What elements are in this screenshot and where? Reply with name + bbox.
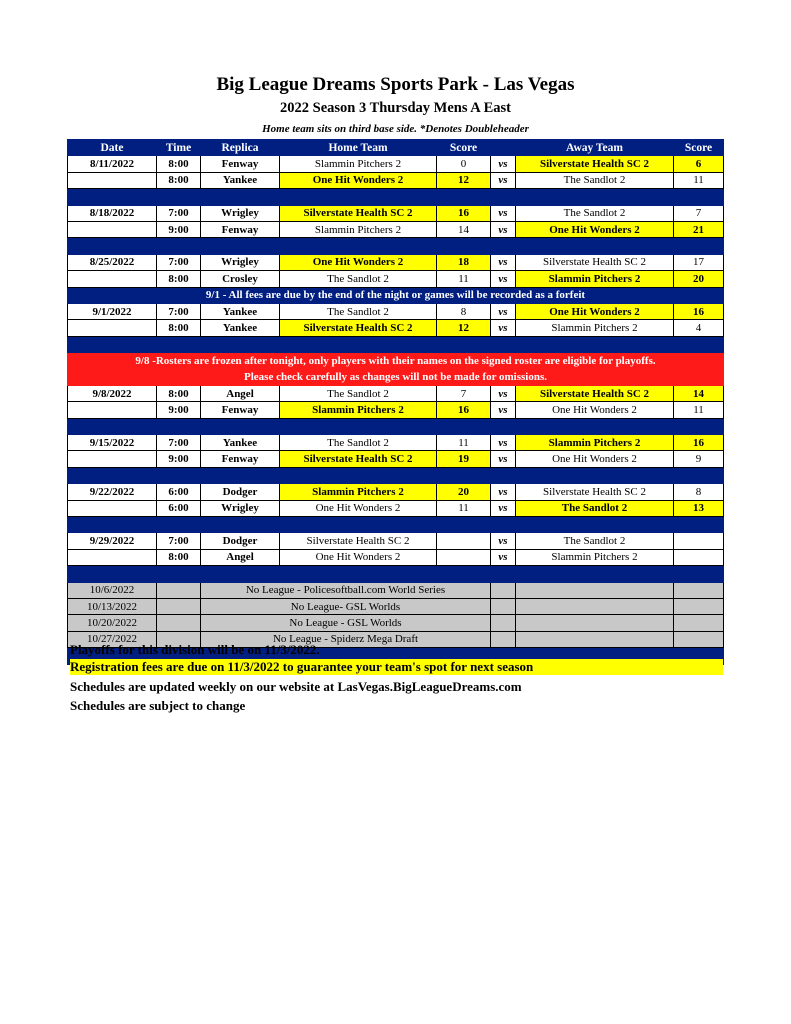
spacer-cell [280, 467, 437, 483]
game-replica-field: Fenway [201, 451, 280, 467]
no-league-date: 10/6/2022 [68, 582, 157, 598]
spacer-cell [157, 467, 201, 483]
away-score: 21 [674, 221, 724, 237]
game-date [68, 500, 157, 516]
spacer-cell [516, 238, 674, 254]
spacer-cell [491, 336, 516, 352]
home-score: 16 [437, 205, 491, 221]
no-league-row [68, 582, 724, 598]
spacer-cell [157, 566, 201, 582]
game-replica-field: Fenway [201, 156, 280, 172]
vs-label: vs [491, 435, 516, 451]
vs-label: vs [491, 533, 516, 549]
game-row [68, 549, 724, 565]
spacer-cell [437, 189, 491, 205]
away-score: 9 [674, 451, 724, 467]
spacer-row [68, 566, 724, 582]
empty-cell [674, 631, 724, 647]
spacer-cell [157, 336, 201, 352]
game-row [68, 402, 724, 418]
spacer-cell [68, 336, 157, 352]
game-row [68, 303, 724, 319]
away-score: 7 [674, 205, 724, 221]
game-replica-field: Yankee [201, 320, 280, 336]
home-score: 7 [437, 385, 491, 401]
column-header-home-team: Home Team [280, 140, 437, 156]
home-team: Silverstate Health SC 2 [280, 451, 437, 467]
spacer-cell [437, 516, 491, 532]
spacer-cell [674, 566, 724, 582]
no-league-date: 10/20/2022 [68, 615, 157, 631]
roster-alert-text: 9/8 -Rosters are frozen after tonight, only players with their names on the signed roster are eligible for playoffs. [68, 353, 724, 369]
spacer-cell [157, 189, 201, 205]
schedule-note: Home team sits on third base side. *Denotes Doubleheader [262, 123, 529, 135]
spacer-cell [280, 238, 437, 254]
spacer-cell [674, 467, 724, 483]
away-team: Slammin Pitchers 2 [516, 549, 674, 565]
page-title: Big League Dreams Sports Park - Las Vegas [216, 74, 575, 95]
away-score: 17 [674, 254, 724, 270]
empty-cell [157, 615, 201, 631]
game-time: 9:00 [157, 451, 201, 467]
away-score: 8 [674, 484, 724, 500]
home-score: 0 [437, 156, 491, 172]
spacer-cell [280, 516, 437, 532]
away-score: 16 [674, 435, 724, 451]
column-header-replica: Replica [201, 140, 280, 156]
game-row [68, 205, 724, 221]
spacer-cell [516, 189, 674, 205]
spacer-cell [674, 516, 724, 532]
column-header-vs [491, 140, 516, 156]
game-date [68, 271, 157, 287]
subject-to-change-note: Schedules are subject to change [70, 698, 246, 713]
away-team: Silverstate Health SC 2 [516, 484, 674, 500]
empty-cell [157, 598, 201, 614]
home-team: One Hit Wonders 2 [280, 254, 437, 270]
spacer-cell [516, 418, 674, 434]
spacer-cell [516, 467, 674, 483]
home-score: 11 [437, 500, 491, 516]
empty-cell [491, 615, 516, 631]
game-time: 8:00 [157, 549, 201, 565]
vs-label: vs [491, 484, 516, 500]
empty-cell [674, 582, 724, 598]
spacer-cell [437, 336, 491, 352]
spacer-cell [674, 336, 724, 352]
home-team: Slammin Pitchers 2 [280, 156, 437, 172]
spacer-cell [674, 418, 724, 434]
spacer-cell [437, 566, 491, 582]
game-time: 8:00 [157, 385, 201, 401]
empty-cell [516, 582, 674, 598]
away-team: Silverstate Health SC 2 [516, 385, 674, 401]
no-league-text: No League - Policesoftball.com World Series [201, 582, 491, 598]
spacer-cell [157, 418, 201, 434]
game-replica-field: Fenway [201, 221, 280, 237]
spacer-cell [491, 418, 516, 434]
spacer-cell [280, 566, 437, 582]
away-team: The Sandlot 2 [516, 205, 674, 221]
registration-note: Registration fees are due on 11/3/2022 to guarantee your team's spot for next season [70, 659, 723, 675]
spacer-cell [201, 238, 280, 254]
game-date: 9/1/2022 [68, 303, 157, 319]
home-team: Slammin Pitchers 2 [280, 221, 437, 237]
game-row [68, 320, 724, 336]
spacer-cell [437, 418, 491, 434]
game-date: 8/25/2022 [68, 254, 157, 270]
home-team: One Hit Wonders 2 [280, 172, 437, 188]
game-date: 8/18/2022 [68, 205, 157, 221]
vs-label: vs [491, 402, 516, 418]
spacer-cell [68, 238, 157, 254]
game-row [68, 484, 724, 500]
table-header-row [68, 140, 724, 156]
home-score: 19 [437, 451, 491, 467]
away-score [674, 549, 724, 565]
game-row [68, 156, 724, 172]
spacer-cell [157, 516, 201, 532]
home-team: Slammin Pitchers 2 [280, 484, 437, 500]
column-header-away-team: Away Team [516, 140, 674, 156]
game-time: 8:00 [157, 156, 201, 172]
away-score: 11 [674, 172, 724, 188]
spacer-cell [437, 238, 491, 254]
away-team: The Sandlot 2 [516, 500, 674, 516]
away-score: 20 [674, 271, 724, 287]
game-replica-field: Angel [201, 549, 280, 565]
home-team: Slammin Pitchers 2 [280, 402, 437, 418]
game-replica-field: Dodger [201, 484, 280, 500]
vs-label: vs [491, 500, 516, 516]
home-score: 11 [437, 271, 491, 287]
game-time: 7:00 [157, 533, 201, 549]
spacer-cell [201, 189, 280, 205]
game-date [68, 549, 157, 565]
spacer-cell [201, 418, 280, 434]
spacer-cell [674, 238, 724, 254]
game-row [68, 254, 724, 270]
spacer-cell [516, 516, 674, 532]
home-score: 18 [437, 254, 491, 270]
home-score: 12 [437, 172, 491, 188]
game-time: 7:00 [157, 435, 201, 451]
playoffs-note: Playoffs for this division will be on 11/3/2022. [70, 642, 320, 657]
roster-alert-text: Please check carefully as changes will not be made for omissions. [68, 369, 724, 385]
game-row [68, 172, 724, 188]
game-replica-field: Dodger [201, 533, 280, 549]
away-team: Silverstate Health SC 2 [516, 156, 674, 172]
vs-label: vs [491, 254, 516, 270]
away-score [674, 533, 724, 549]
game-time: 6:00 [157, 500, 201, 516]
notice-row [68, 287, 724, 303]
game-replica-field: Yankee [201, 303, 280, 319]
spacer-cell [68, 566, 157, 582]
game-replica-field: Yankee [201, 172, 280, 188]
home-team: The Sandlot 2 [280, 271, 437, 287]
game-row [68, 533, 724, 549]
game-date [68, 221, 157, 237]
no-league-text: No League - GSL Worlds [201, 615, 491, 631]
game-row [68, 500, 724, 516]
column-header-away-score: Score [674, 140, 724, 156]
spacer-cell [280, 418, 437, 434]
spacer-cell [68, 189, 157, 205]
home-score [437, 549, 491, 565]
no-league-date: 10/13/2022 [68, 598, 157, 614]
away-team: One Hit Wonders 2 [516, 221, 674, 237]
vs-label: vs [491, 320, 516, 336]
no-league-row [68, 598, 724, 614]
game-row [68, 271, 724, 287]
game-date: 9/29/2022 [68, 533, 157, 549]
vs-label: vs [491, 271, 516, 287]
home-score: 12 [437, 320, 491, 336]
home-team: The Sandlot 2 [280, 385, 437, 401]
home-score: 8 [437, 303, 491, 319]
spacer-cell [516, 566, 674, 582]
away-team: One Hit Wonders 2 [516, 451, 674, 467]
home-team: Silverstate Health SC 2 [280, 320, 437, 336]
empty-cell [491, 631, 516, 647]
away-team: Silverstate Health SC 2 [516, 254, 674, 270]
spacer-cell [201, 336, 280, 352]
empty-cell [674, 598, 724, 614]
game-time: 8:00 [157, 271, 201, 287]
spacer-cell [437, 467, 491, 483]
column-header-home-score: Score [437, 140, 491, 156]
spacer-cell [157, 238, 201, 254]
game-date [68, 172, 157, 188]
spacer-cell [491, 516, 516, 532]
no-league-text: No League - Spiderz Mega Draft [201, 631, 491, 647]
away-score: 6 [674, 156, 724, 172]
empty-cell [491, 598, 516, 614]
away-score: 4 [674, 320, 724, 336]
game-replica-field: Fenway [201, 402, 280, 418]
spacer-row [68, 516, 724, 532]
home-score: 20 [437, 484, 491, 500]
spacer-cell [68, 516, 157, 532]
spacer-cell [68, 467, 157, 483]
spacer-cell [68, 418, 157, 434]
home-score: 16 [437, 402, 491, 418]
no-league-row [68, 615, 724, 631]
game-time: 9:00 [157, 221, 201, 237]
away-team: Slammin Pitchers 2 [516, 271, 674, 287]
away-score: 14 [674, 385, 724, 401]
game-row [68, 451, 724, 467]
spacer-cell [201, 566, 280, 582]
game-row [68, 221, 724, 237]
spacer-cell [516, 336, 674, 352]
spacer-row [68, 238, 724, 254]
schedule-table [67, 139, 724, 665]
game-row [68, 385, 724, 401]
home-team: Silverstate Health SC 2 [280, 533, 437, 549]
game-date: 9/8/2022 [68, 385, 157, 401]
no-league-date: 10/27/2022 [68, 631, 157, 647]
away-score: 13 [674, 500, 724, 516]
game-date [68, 451, 157, 467]
game-time: 6:00 [157, 484, 201, 500]
home-team: The Sandlot 2 [280, 303, 437, 319]
spacer-cell [674, 189, 724, 205]
game-date: 9/22/2022 [68, 484, 157, 500]
vs-label: vs [491, 221, 516, 237]
game-time: 7:00 [157, 205, 201, 221]
away-team: The Sandlot 2 [516, 172, 674, 188]
game-time: 8:00 [157, 320, 201, 336]
website-note: Schedules are updated weekly on our website at LasVegas.BigLeagueDreams.com [70, 679, 522, 694]
home-score [437, 533, 491, 549]
column-header-time: Time [157, 140, 201, 156]
away-team: The Sandlot 2 [516, 533, 674, 549]
spacer-row [68, 418, 724, 434]
vs-label: vs [491, 303, 516, 319]
empty-cell [516, 598, 674, 614]
spacer-cell [491, 189, 516, 205]
home-score: 11 [437, 435, 491, 451]
game-time: 9:00 [157, 402, 201, 418]
away-team: Slammin Pitchers 2 [516, 320, 674, 336]
game-replica-field: Crosley [201, 271, 280, 287]
spacer-cell [280, 336, 437, 352]
game-row [68, 435, 724, 451]
roster-alert-row [68, 353, 724, 369]
home-team: One Hit Wonders 2 [280, 549, 437, 565]
game-replica-field: Wrigley [201, 205, 280, 221]
spacer-cell [280, 189, 437, 205]
home-team: One Hit Wonders 2 [280, 500, 437, 516]
spacer-cell [491, 238, 516, 254]
empty-cell [516, 615, 674, 631]
empty-cell [674, 615, 724, 631]
no-league-text: No League- GSL Worlds [201, 598, 491, 614]
game-time: 7:00 [157, 254, 201, 270]
away-score: 11 [674, 402, 724, 418]
spacer-row [68, 189, 724, 205]
game-date: 8/11/2022 [68, 156, 157, 172]
notice-text: 9/1 - All fees are due by the end of the night or games will be recorded as a forfeit [68, 287, 724, 303]
home-score: 14 [437, 221, 491, 237]
vs-label: vs [491, 549, 516, 565]
game-date: 9/15/2022 [68, 435, 157, 451]
empty-cell [491, 582, 516, 598]
home-team: The Sandlot 2 [280, 435, 437, 451]
roster-alert-row [68, 369, 724, 385]
column-header-date: Date [68, 140, 157, 156]
spacer-cell [201, 516, 280, 532]
away-team: One Hit Wonders 2 [516, 402, 674, 418]
game-replica-field: Yankee [201, 435, 280, 451]
away-score: 16 [674, 303, 724, 319]
game-date [68, 402, 157, 418]
empty-cell [157, 582, 201, 598]
spacer-cell [201, 467, 280, 483]
vs-label: vs [491, 385, 516, 401]
empty-cell [516, 631, 674, 647]
game-date [68, 320, 157, 336]
away-team: Slammin Pitchers 2 [516, 435, 674, 451]
home-team: Silverstate Health SC 2 [280, 205, 437, 221]
spacer-cell [491, 467, 516, 483]
game-replica-field: Angel [201, 385, 280, 401]
vs-label: vs [491, 156, 516, 172]
vs-label: vs [491, 172, 516, 188]
spacer-row [68, 336, 724, 352]
spacer-cell [491, 566, 516, 582]
page-subtitle: 2022 Season 3 Thursday Mens A East [280, 100, 511, 116]
away-team: One Hit Wonders 2 [516, 303, 674, 319]
vs-label: vs [491, 205, 516, 221]
spacer-row [68, 467, 724, 483]
game-replica-field: Wrigley [201, 500, 280, 516]
game-time: 8:00 [157, 172, 201, 188]
game-time: 7:00 [157, 303, 201, 319]
vs-label: vs [491, 451, 516, 467]
game-replica-field: Wrigley [201, 254, 280, 270]
